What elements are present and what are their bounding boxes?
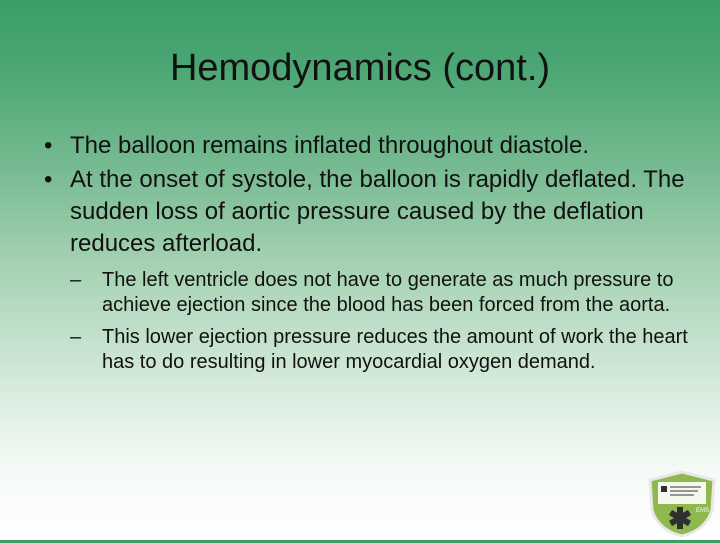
badge-panel bbox=[658, 482, 706, 504]
badge-text: EMS bbox=[696, 508, 710, 514]
bullet-list bbox=[44, 130, 694, 382]
sub-bullet-text: The left ventricle does not have to generate as much pressure to achieve ejection since the blood has been forced from the aorta. bbox=[102, 269, 674, 316]
bullet-text: At the onset of systole, the balloon is rapidly deflated. The sudden loss of aortic pressure caused by the deflation reduces afterload. bbox=[70, 166, 685, 257]
sub-bullet-text: This lower ejection pressure reduces the amount of work the heart has to do resulting in lower myocardial oxygen demand. bbox=[102, 326, 688, 373]
ems-badge-icon bbox=[646, 470, 718, 538]
bullet-marker: • bbox=[44, 166, 53, 193]
badge-square bbox=[661, 486, 667, 492]
sub-bullet-list bbox=[44, 268, 694, 375]
bullet-text: The balloon remains inflated throughout diastole. bbox=[70, 132, 589, 159]
sub-bullet-item bbox=[70, 268, 694, 318]
slide-title: Hemodynamics (cont.) bbox=[169, 47, 551, 89]
sub-bullet-marker: – bbox=[70, 326, 82, 348]
bullet-marker: • bbox=[44, 132, 53, 159]
bullet-item bbox=[44, 164, 694, 260]
bullet-item bbox=[44, 130, 694, 162]
sub-bullet-marker: – bbox=[70, 269, 82, 291]
sub-bullet-item bbox=[70, 325, 694, 375]
